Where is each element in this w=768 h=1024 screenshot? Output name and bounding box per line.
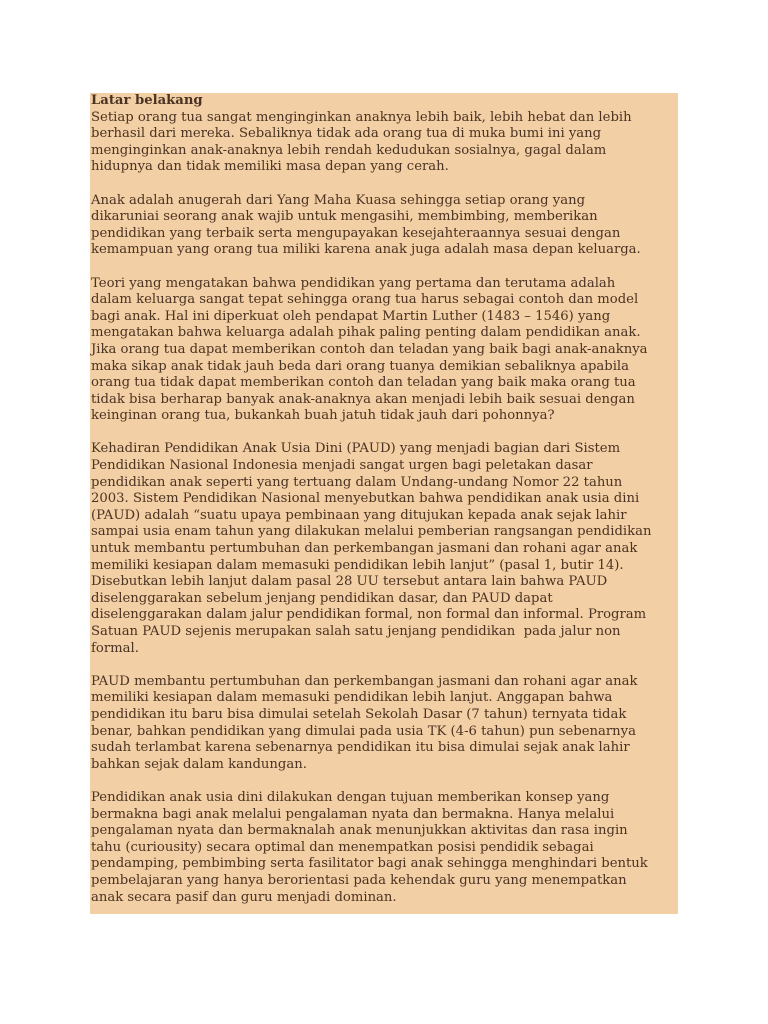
section-heading: Latar belakang [91, 93, 203, 108]
paragraph-5: PAUD membantu pertumbuhan dan perkembangan jasmani dan rohani agar anak memiliki kesiapan dalam memasuki pendidikan lebih lanjut. Anggapan bahwa pendidikan itu baru bisa dimulai setelah Sekolah Dasar (7 tahun) ternyata tidak benar, bahkan pendidikan yang dimulai pada usia TK (4-6 tahun) pun sebenarnya sudah terlambat karena sebenarnya pendidikan itu bisa dimulai sejak anak lahir bahkan sejak dalam kandungan. [91, 673, 638, 772]
document-body [91, 93, 681, 923]
paragraph-2: Anak adalah anugerah dari Yang Maha Kuasa sehingga setiap orang yang dikaruniai seorang anak wajib untuk mengasihi, membimbing, memberikan pendidikan yang terbaik serta mengupayakan kesejahteraannya sesuai dengan kemampuan yang orang tua miliki karena anak juga adalah masa depan keluarga. [91, 192, 641, 258]
paragraph-6: Pendidikan anak usia dini dilakukan dengan tujuan memberikan konsep yang bermakna bagi anak melalui pengalaman nyata dan bermakna. Hanya melalui pengalaman nyata dan bermaknalah anak menunjukkan aktivitas dan rasa ingin tahu (curiousity) secara optimal dan menempatkan posisi pendidik sebagai pendamping, pembimbing serta fasilitator bagi anak sehingga menghindari bentuk pembelajaran yang hanya berorientasi pada kehendak guru yang menempatkan anak secara pasif dan guru menjadi dominan. [91, 789, 648, 905]
paragraph-1: Setiap orang tua sangat menginginkan anaknya lebih baik, lebih hebat dan lebih berhasil dari mereka. Sebaliknya tidak ada orang tua di muka bumi ini yang menginginkan anak-anaknya lebih rendah kedudukan sosialnya, gagal dalam hidupnya dan tidak memiliki masa depan yang cerah. [91, 109, 632, 175]
paragraph-3: Teori yang mengatakan bahwa pendidikan yang pertama dan terutama adalah dalam keluarga sangat tepat sehingga orang tua harus sebagai contoh dan model bagi anak. Hal ini diperkuat oleh pendapat Martin Luther (1483 – 1546) yang mengatakan bahwa keluarga adalah pihak paling penting dalam pendidikan anak. Jika orang tua dapat memberikan contoh dan teladan yang baik bagi anak-anaknya maka sikap anak tidak jauh beda dari orang tuanya demikian sebaliknya apabila orang tua tidak dapat memberikan contoh dan teladan yang baik maka orang tua tidak bisa berharap banyak anak-anaknya akan menjadi lebih baik sesuai dengan keinginan orang tua, bukankah buah jatuh tidak jauh dari pohonnya? [91, 275, 648, 424]
paragraph-4: Kehadiran Pendidikan Anak Usia Dini (PAUD) yang menjadi bagian dari Sistem Pendidikan Nasional Indonesia menjadi sangat urgen bagi peletakan dasar pendidikan anak seperti yang tertuang dalam Undang-undang Nomor 22 tahun 2003. Sistem Pendidikan Nasional menyebutkan bahwa pendidikan anak usia dini (PAUD) adalah “suatu upaya pembinaan yang ditujukan kepada anak sejak lahir sampai usia enam tahun yang dilakukan melalui pemberian rangsangan pendidikan untuk membantu pertumbuhan dan perkembangan jasmani dan rohani agar anak memiliki kesiapan dalam memasuki pendidikan lebih lanjut” (pasal 1, butir 14). Disebutkan lebih lanjut dalam pasal 28 UU tersebut antara lain bahwa PAUD diselenggarakan sebelum jenjang pendidikan dasar, dan PAUD dapat diselenggarakan dalam jalur pendidikan formal, non formal dan informal. Program Satuan PAUD sejenis merupakan salah satu jenjang pendidikan pada jalur non formal. [91, 441, 652, 656]
